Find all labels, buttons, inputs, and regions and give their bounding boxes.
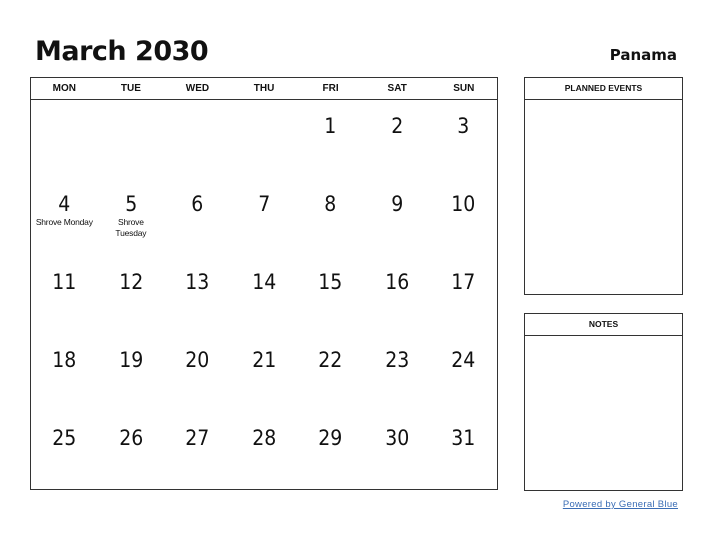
weekday-thu: THU — [253, 83, 275, 94]
day-number: 9 — [391, 192, 404, 216]
day-number: 30 — [385, 426, 410, 450]
calendar-week — [31, 100, 497, 178]
day-number: 11 — [52, 270, 77, 294]
day-cell — [364, 178, 431, 256]
day-number: 16 — [385, 270, 410, 294]
holiday-label: Shrove Tuesday — [115, 217, 147, 238]
day-number: 29 — [318, 426, 343, 450]
day-number: 13 — [185, 270, 210, 294]
notes-panel — [524, 313, 683, 491]
day-number: 15 — [318, 270, 343, 294]
day-cell — [164, 334, 231, 412]
day-cell — [98, 100, 165, 178]
day-number: 24 — [451, 348, 476, 372]
day-cell — [231, 412, 298, 490]
day-cell — [231, 178, 298, 256]
day-number: 17 — [451, 270, 476, 294]
powered-by-link[interactable]: Powered by General Blue — [562, 499, 678, 510]
day-cell — [98, 178, 165, 256]
day-cell — [31, 256, 98, 334]
calendar-week — [31, 178, 497, 256]
day-cell — [164, 256, 231, 334]
day-number: 19 — [118, 348, 143, 372]
day-number: 3 — [457, 114, 470, 138]
day-number: 27 — [185, 426, 210, 450]
weekday-tue: TUE — [120, 83, 141, 94]
day-number: 23 — [385, 348, 410, 372]
day-number: 31 — [451, 426, 476, 450]
calendar-grid — [30, 77, 498, 490]
day-number: 1 — [324, 114, 337, 138]
day-number: 5 — [124, 192, 137, 216]
page-title: March 2030 — [35, 36, 209, 67]
day-cell — [297, 334, 364, 412]
country-label: Panama — [609, 46, 677, 64]
day-cell — [231, 256, 298, 334]
day-cell — [164, 100, 231, 178]
day-cell — [164, 412, 231, 490]
day-number: 20 — [185, 348, 210, 372]
day-cell — [231, 100, 298, 178]
day-cell — [297, 412, 364, 490]
calendar-weeks — [31, 100, 497, 490]
notes-title: NOTES — [525, 314, 682, 336]
day-number: 22 — [318, 348, 343, 372]
day-cell — [31, 100, 98, 178]
day-cell — [31, 412, 98, 490]
weekday-wed: WED — [185, 83, 210, 94]
day-cell — [430, 178, 497, 256]
day-cell — [430, 412, 497, 490]
day-number: 21 — [251, 348, 277, 372]
day-cell — [98, 334, 165, 412]
weekday-mon: MON — [52, 83, 76, 94]
day-cell — [364, 100, 431, 178]
day-cell — [364, 256, 431, 334]
day-number: 10 — [451, 192, 476, 216]
planned-events-title: PLANNED EVENTS — [525, 78, 682, 100]
day-cell — [297, 256, 364, 334]
day-cell — [430, 100, 497, 178]
day-number: 2 — [391, 114, 404, 138]
day-cell — [98, 412, 165, 490]
day-number: 4 — [58, 192, 71, 216]
day-cell — [31, 334, 98, 412]
day-number: 25 — [52, 426, 77, 450]
calendar-week — [31, 334, 497, 412]
day-cell — [430, 334, 497, 412]
day-number: 6 — [191, 192, 204, 216]
day-number: 12 — [118, 270, 143, 294]
calendar-week — [31, 412, 497, 490]
planned-events-panel — [524, 77, 683, 295]
day-cell — [297, 100, 364, 178]
weekday-sun: SUN — [453, 83, 475, 94]
day-cell — [31, 178, 98, 256]
day-number: 7 — [257, 192, 271, 216]
day-cell — [430, 256, 497, 334]
day-cell — [364, 412, 431, 490]
weekday-sat: SAT — [387, 83, 407, 94]
day-number: 14 — [251, 270, 277, 294]
day-cell — [164, 178, 231, 256]
holiday-label: Shrove Monday — [35, 217, 93, 227]
day-cell — [231, 334, 298, 412]
weekday-fri: FRI — [322, 83, 339, 94]
day-cell — [297, 178, 364, 256]
day-number: 26 — [118, 426, 143, 450]
day-cell — [98, 256, 165, 334]
calendar-week — [31, 256, 497, 334]
day-cell — [364, 334, 431, 412]
day-number: 28 — [251, 426, 277, 450]
day-number: 18 — [52, 348, 77, 372]
weekday-header — [31, 78, 497, 100]
day-number: 8 — [324, 192, 337, 216]
